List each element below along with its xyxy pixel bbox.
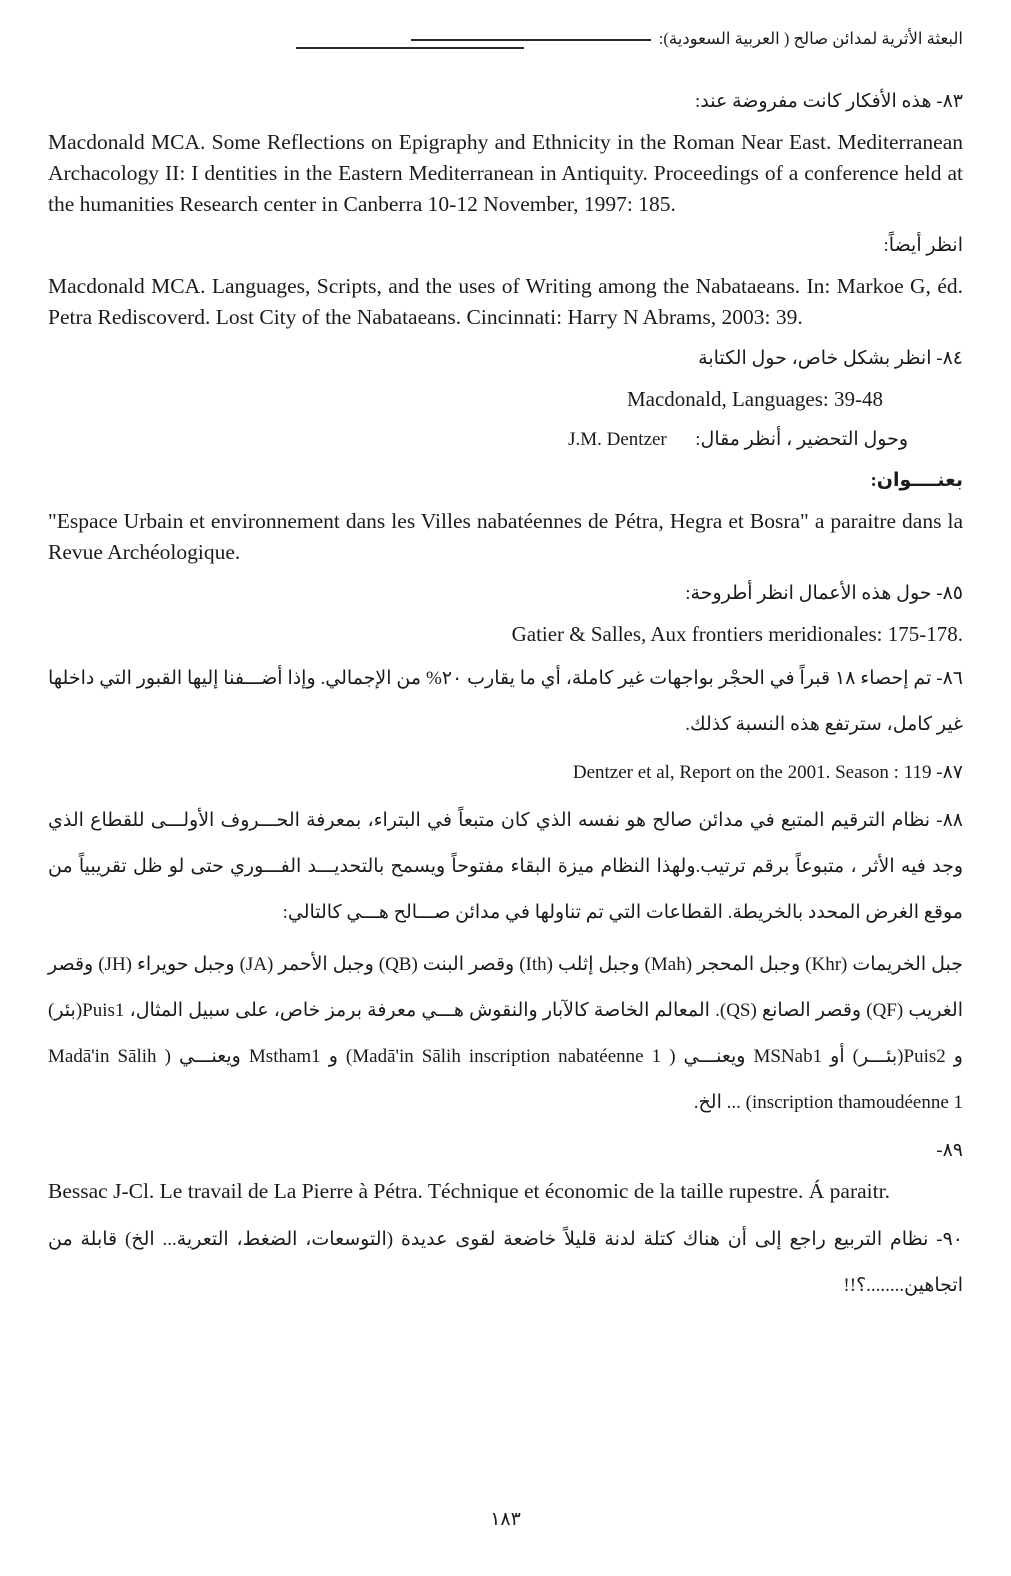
note-85-reference: Gatier & Salles, Aux frontiers meridionales: 175-178. [511, 622, 963, 646]
note-84-reference: Macdonald, Languages: 39-48 [626, 387, 883, 411]
note-88-text: ٨٨- نظام الترقيم المتبع في مدائن صالح هو نفسه الذي كان متبعاً في البتراء، بمعرفة الحـــروف الأولـــى للقطاع الذي وجد فيه الأثر ، متبوعاً برقم ترتيب.ولهذا النظام ميزة البقاء مفتوحاً ويسمح بالتحديـــد الفـــوري حتى لو ظل تقريبياً من موقع الغرض المحدد بالخريطة. القطاعات التي تم تناولها في مدائن صـــالح هـــي كالتالي: [48, 810, 963, 923]
note-86-text: ٨٦- تم إحصاء ١٨ قبراً في الحجْر بواجهات غير كاملة، أي ما يقارب ٢٠% من الإجمالي. وإذا أضـــفنا إليها القبور التي داخلها غير كامل، سترتفع هذه النسبة كذلك. [48, 668, 964, 735]
note-87-reference: ٨٧- Dentzer et al, Report on the 2001. Season : 119 [572, 762, 963, 783]
note-90-text: ٩٠- نظام التربيع راجع إلى أن هناك كتلة لدنة قليلاً خاضعة لقوى عديدة (التوسعات، الضغط، التعرية... الخ) قابلة من اتجاهين........؟!! [48, 1229, 963, 1296]
note-83-reference-2: Macdonald MCA. Languages, Scripts, and the uses of Writing among the Nabataeans. In: Markoe G, éd. Petra Rediscoverd. Lost City of the Nabataeans. Cincinnati: Harry N Abrams, 2003: 39. [48, 274, 963, 329]
note-83-see-also: انظر أيضاً: [883, 235, 963, 256]
note-84-dentzer-line: وحول التحضير ، أنظر مقال: J.M. Dentzer [568, 429, 908, 450]
note-83-label: ٨٣- هذه الأفكار كانت مفروضة عند: [695, 91, 963, 112]
note-85-label: ٨٥- حول هذه الأعمال انظر أطروحة: [685, 583, 963, 604]
note-84-entitled-label: بعنــــوان: [870, 470, 963, 491]
note-84-espace-urbain-reference: "Espace Urbain et environnement dans les Villes nabatéennes de Pétra, Hegra et Bosra" a paraitre dans la Revue Archéologique. [48, 509, 963, 564]
note-89-reference: Bessac J-Cl. Le travail de La Pierre à Pétra. Téchnique et économic de la taille rupestre. Á paraitr. [48, 1179, 890, 1203]
header-rules [48, 26, 659, 56]
page-number: ١٨٣ [490, 1509, 521, 1530]
running-head-title: البعثة الأثرية لمدائن صالح ( العربية السعودية): [658, 29, 963, 48]
note-89-label: ٨٩- [936, 1140, 963, 1161]
note-88-sectors-text: جبل الخريمات (Khr) وجبل المحجر (Mah) وجبل إثلب (Ith) وقصر البنت (QB) وجبل الأحمر (JA) وجبل حويراء (JH) وقصر الغريب (QF) وقصر الصانع (QS). المعالم الخاصة كالآبار والنقوش هـــي معرفة برمز خاص، على سبيل المثال، Puis1(بئر) و Puis2(بئـــر) أو MSNab1 ويعنـــي ( Madā'in Sālih inscription nabatéenne 1) و Mstham1 ويعنـــي ( Madā'in Sālih inscription thamoudéenne 1) ... الخ. [48, 954, 963, 1113]
header-rule-line [411, 39, 651, 41]
note-84-label: ٨٤- انظر بشكل خاص، حول الكتابة [698, 348, 963, 369]
page-header [48, 26, 963, 56]
note-83-reference-1: Macdonald MCA. Some Reflections on Epigraphy and Ethnicity in the Roman Near East. Mediterranean Archacology II: I dentities in the Eastern Mediterranean in Antiquity. Proceedings of a conference held at the humanities Research center in Canberra 10-12 November, 1997: 185. [48, 130, 963, 216]
header-rule-line [296, 47, 524, 49]
